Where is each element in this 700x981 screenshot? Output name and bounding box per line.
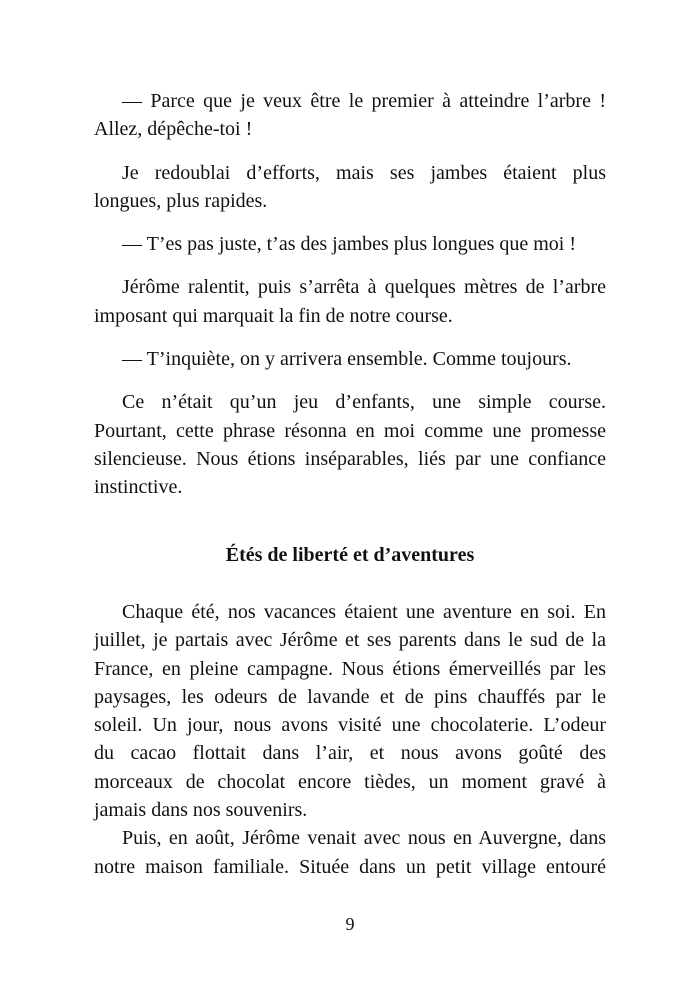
text-line: Chaque été, nos vacances étaient une aventure en soi. En [122, 601, 606, 623]
text-line: soleil. Un jour, nous avons visité une chocolaterie. L’odeur [94, 714, 606, 737]
text-line: — T’es pas juste, t’as des jambes plus longues que moi ! [122, 233, 577, 256]
text-line: Jérôme ralentit, puis s’arrêta à quelques mètres de l’arbre [122, 276, 606, 299]
text-line: juillet, je partais avec Jérôme et ses parents dans le sud de la [94, 629, 606, 652]
text-line: paysages, les odeurs de lavande et de pins chauffés par le [94, 685, 606, 708]
text-line: France, en pleine campagne. Nous étions émerveillés par les [94, 657, 606, 680]
paragraph [94, 230, 606, 258]
paragraph [94, 273, 606, 330]
paragraph [94, 87, 606, 144]
paragraph [94, 388, 606, 501]
text-line: Allez, dépêche-toi ! [94, 118, 253, 141]
paragraph [94, 159, 606, 216]
text-line: jamais dans nos souvenirs. [94, 799, 308, 822]
text-line: longues, plus rapides. [94, 189, 268, 212]
text-line: imposant qui marquait la fin de notre course. [94, 304, 453, 327]
section-2 [94, 544, 606, 896]
paragraph [94, 598, 606, 824]
page-number: 9 [345, 914, 355, 934]
text-line: notre maison familiale. Située dans un petit village entouré [94, 855, 606, 878]
section-1 [94, 87, 606, 517]
paragraph [94, 824, 606, 881]
text-line: Pourtant, cette phrase résonna en moi comme une promesse [94, 419, 606, 442]
text-line: — T’inquiète, on y arrivera ensemble. Comme toujours. [122, 348, 572, 371]
section-heading: Étés de liberté et d’aventures [225, 544, 475, 566]
text-line: instinctive. [94, 476, 183, 499]
text-line: — Parce que je veux être le premier à atteindre l’arbre ! [122, 90, 606, 112]
text-line: Je redoublai d’efforts, mais ses jambes étaient plus [122, 161, 606, 184]
text-line: Ce n’était qu’un jeu d’enfants, une simple course. [122, 391, 606, 414]
paragraph [94, 345, 606, 373]
text-line: morceaux de chocolat encore tièdes, un moment gravé à [94, 770, 606, 793]
text-line: Puis, en août, Jérôme venait avec nous en Auvergne, dans [122, 827, 606, 850]
text-line: du cacao flottait dans l’air, et nous avons goûté des [94, 742, 606, 765]
text-line: silencieuse. Nous étions inséparables, liés par une confiance [94, 447, 606, 470]
